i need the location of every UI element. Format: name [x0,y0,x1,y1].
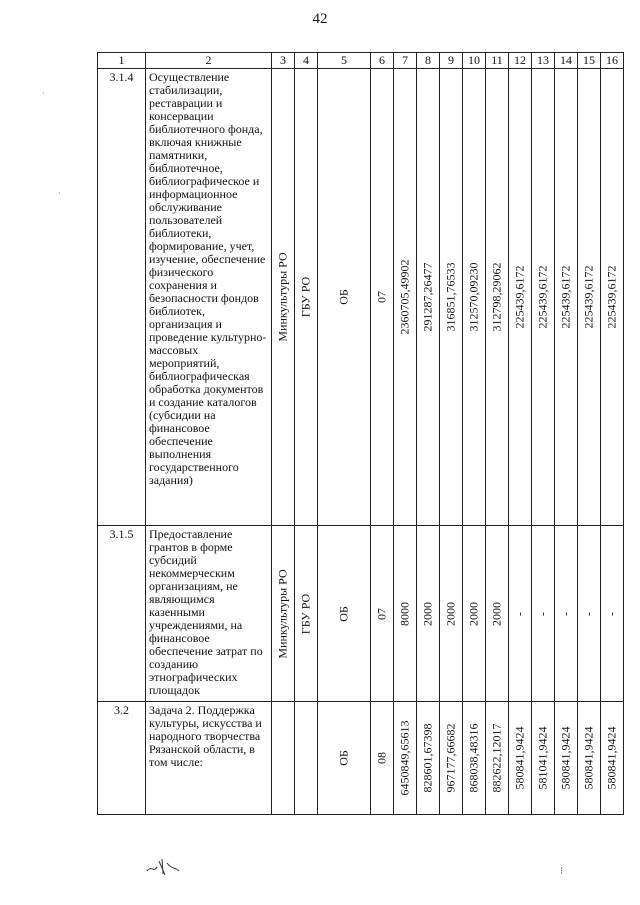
header-cell: 10 [463,53,486,69]
scan-speck: · [42,88,45,98]
executor-cell [272,702,295,815]
value-cell: 580841,9424 [555,702,578,815]
header-cell: 15 [578,53,601,69]
table-row [98,702,624,815]
margin-mark: ⁝ [560,866,564,877]
value-cell: 828601,67398 [417,702,440,815]
row-code: 3.2 [98,702,146,815]
value-cell: - [532,526,555,702]
value-cell: 225439,6172 [601,69,624,526]
value-cell: 2000 [463,526,486,702]
value-cell: 225439,6172 [532,69,555,526]
row-name: Задача 2. Поддержка культуры, искусства и народного творчества Рязанской области, в том числе: [146,702,272,815]
value-cell: - [578,526,601,702]
handwritten-mark [145,855,185,877]
value-cell: 581041,9424 [532,702,555,815]
value-cell: 225439,6172 [578,69,601,526]
value-cell: 2000 [486,526,509,702]
header-cell: 5 [318,53,371,69]
executor-cell: Минкультуры РО [272,526,295,702]
header-cell: 11 [486,53,509,69]
value-cell: 2000 [417,526,440,702]
row-code: 3.1.5 [98,526,146,702]
budget-source-cell: ОБ [318,526,371,702]
value-cell: 8000 [394,526,417,702]
header-cell: 9 [440,53,463,69]
value-cell: 580841,9424 [509,702,532,815]
header-cell: 8 [417,53,440,69]
header-cell: 1 [98,53,146,69]
institution-cell [295,702,318,815]
code-cell: 07 [371,526,394,702]
header-cell: 6 [371,53,394,69]
value-cell: 316851,76533 [440,69,463,526]
table-row [98,526,624,702]
header-row [98,53,624,69]
value-cell: 580841,9424 [601,702,624,815]
value-cell: - [601,526,624,702]
value-cell: 6450849,65613 [394,702,417,815]
row-name: Предоставление грантов в форме субсидий некоммерческим организациям, не являющимся казенными учреждениями, на финансовое обеспечение затрат по созданию этнографических площадок [146,526,272,702]
executor-cell: Минкультуры РО [272,69,295,526]
value-cell: - [509,526,532,702]
budget-table [97,52,624,815]
header-cell: 13 [532,53,555,69]
value-cell: 2360705,49902 [394,69,417,526]
value-cell: 580841,9424 [578,702,601,815]
value-cell: 225439,6172 [555,69,578,526]
institution-cell: ГБУ РО [295,526,318,702]
code-cell: 07 [371,69,394,526]
budget-source-cell: ОБ [318,69,371,526]
value-cell: 967177,66682 [440,702,463,815]
scan-speck: · [58,188,61,198]
value-cell: 291287,26477 [417,69,440,526]
page-number: 42 [312,11,328,27]
institution-cell: ГБУ РО [295,69,318,526]
table-row [98,69,624,526]
value-cell: 225439,6172 [509,69,532,526]
value-cell: 868038,48316 [463,702,486,815]
header-cell: 4 [295,53,318,69]
header-cell: 3 [272,53,295,69]
value-cell: 312798,29062 [486,69,509,526]
budget-source-cell: ОБ [318,702,371,815]
header-cell: 12 [509,53,532,69]
row-name: Осуществление стабилизации, реставрации и консервации библиотечного фонда, включая книжные памятники, библиотечное, библиографическое и информационное обслуживание пользователей библиотеки, формирование, учет, изучение, обеспечение физического сохранения и безопасности фондов библиотек, организация и проведение культурно-массовых мероприятий, библиографическая обработка документов и создание каталогов (субсидии на финансовое обеспечение выполнения государственного задания) [146,69,272,526]
header-cell: 16 [601,53,624,69]
value-cell: 312570,09230 [463,69,486,526]
value-cell: 2000 [440,526,463,702]
value-cell: - [555,526,578,702]
header-cell: 2 [146,53,272,69]
header-cell: 14 [555,53,578,69]
header-cell: 7 [394,53,417,69]
value-cell: 882622,12017 [486,702,509,815]
row-code: 3.1.4 [98,69,146,526]
code-cell: 08 [371,702,394,815]
